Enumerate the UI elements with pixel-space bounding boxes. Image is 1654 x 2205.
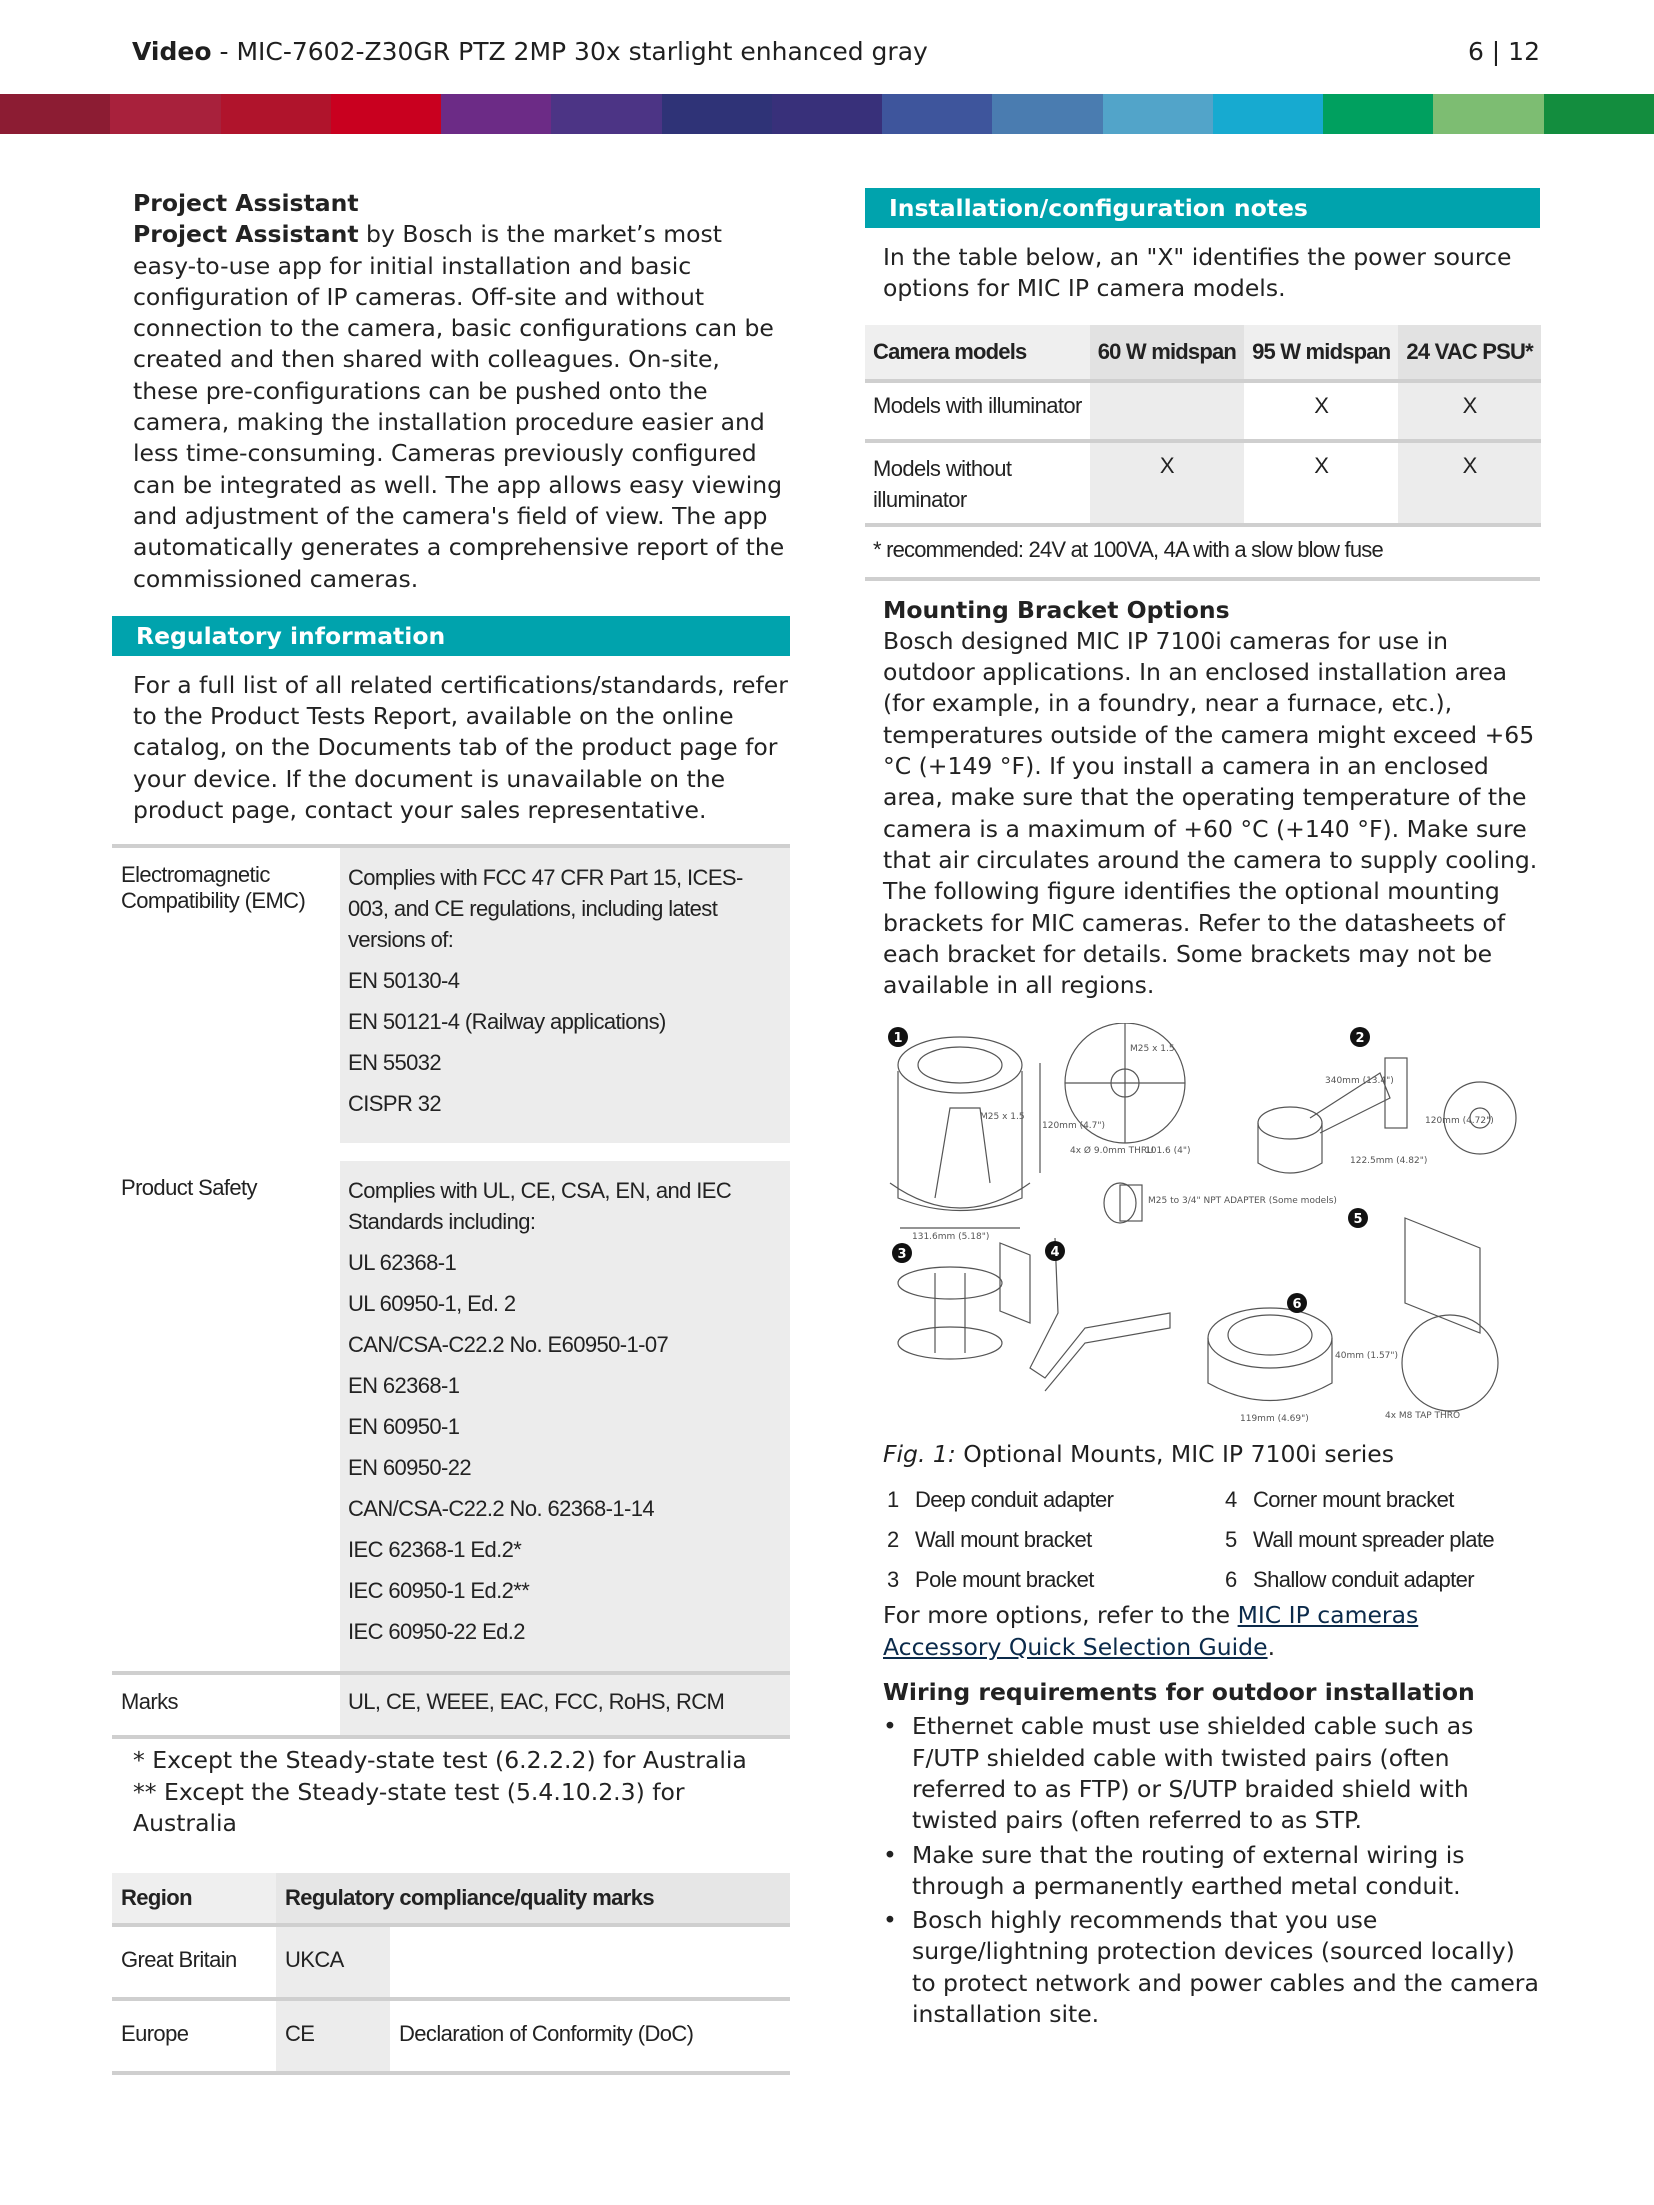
model-cell: Models with illuminator — [873, 392, 1082, 418]
color-band-segment — [1213, 94, 1323, 134]
project-assistant-text: by Bosch is the market’s most easy-to-use app for initial installation and basic configuration of IP cameras. Off-site and without connection to the camera, basic configurations can be created and then shared with colleagues. On-site, these pre-configurations can be pushed onto the camera, making the installation procedure easier and less time-consuming. Cameras previously configured can be integrated as well. The app allows easy viewing and adjustment of the camera's field of view. The app automatically generates a comprehensive report of the commissioned cameras. — [133, 220, 785, 593]
safety-item: IEC 62368-1 Ed.2* — [348, 1537, 522, 1563]
color-band-segment — [221, 94, 331, 134]
footnotes — [112, 1745, 790, 1839]
table-row — [112, 846, 790, 1152]
list-item: • Ethernet cable must use shielded cable such as F/UTP shielded cable with twisted pairs (often referred to as FTP) or S/UTP braided shield with twisted pairs (often referred to as STP. — [883, 1711, 1540, 1836]
region-cell: Great Britain — [121, 1947, 237, 1973]
legend-item: 3 Pole mount bracket — [887, 1567, 1094, 1593]
project-assistant-heading: Project Assistant — [133, 189, 359, 217]
table-row — [112, 1673, 790, 1737]
svg-text:3: 3 — [897, 1247, 907, 1263]
emc-label: Electromagnetic Compatibility (EMC) — [121, 862, 306, 914]
header-category: Video — [132, 37, 212, 66]
safety-item: CAN/CSA-C22.2 No. 62368-1-14 — [348, 1496, 655, 1522]
doc-cell: Declaration of Conformity (DoC) — [399, 2021, 694, 2047]
page-header — [132, 34, 1540, 70]
svg-text:4: 4 — [1050, 1245, 1060, 1261]
wiring-list — [865, 1711, 1540, 2030]
svg-text:M25 to 3/4" NPT ADAPTER (Some: M25 to 3/4" NPT ADAPTER (Some models) — [1148, 1196, 1337, 1207]
table-row — [865, 381, 1541, 441]
col-header-marks: Regulatory compliance/quality marks — [276, 1873, 790, 1925]
regulatory-table — [112, 844, 790, 1739]
table-row — [865, 441, 1541, 525]
emc-item: EN 50121-4 (Railway applications) — [348, 1009, 666, 1035]
project-assistant-body — [133, 219, 790, 595]
color-band-segment — [662, 94, 772, 134]
regulatory-heading: Regulatory information — [112, 616, 790, 656]
wiring-section — [865, 1677, 1540, 1708]
list-item: • Make sure that the routing of external wiring is through a permanently earthed metal conduit. — [883, 1840, 1540, 1903]
svg-text:340mm (13.4"): 340mm (13.4") — [1325, 1076, 1394, 1087]
project-assistant-lead: Project Assistant — [133, 220, 359, 249]
marks-value: UL, CE, WEEE, EAC, FCC, RoHS, RCM — [340, 1673, 790, 1737]
svg-text:101.6 (4"): 101.6 (4") — [1145, 1146, 1191, 1157]
region-cell: Europe — [121, 2021, 189, 2047]
page-number: 6 | 12 — [1467, 37, 1540, 66]
footnote-2: ** Except the Steady-state test (5.4.10.2.3) for Australia — [133, 1777, 685, 1837]
safety-lead: Complies with UL, CE, CSA, EN, and IEC Standards including: — [348, 1178, 732, 1235]
color-band-segment — [1433, 94, 1543, 134]
col-header-60w: 60 W midspan — [1090, 325, 1244, 381]
svg-text:M25 x 1.5: M25 x 1.5 — [980, 1112, 1025, 1123]
color-band-segment — [331, 94, 441, 134]
legend-item: 1 Deep conduit adapter — [887, 1487, 1114, 1513]
more-options-text: For more options, refer to the — [883, 1601, 1238, 1630]
more-options-suffix: . — [1267, 1632, 1276, 1661]
color-band-segment — [441, 94, 551, 134]
svg-text:122.5mm (4.82"): 122.5mm (4.82") — [1350, 1156, 1428, 1167]
safety-item: IEC 60950-1 Ed.2** — [348, 1578, 530, 1604]
color-band-segment — [0, 94, 110, 134]
mounts-figure — [880, 1023, 1540, 1423]
safety-item: IEC 60950-22 Ed.2 — [348, 1619, 525, 1645]
accessory-guide-link[interactable]: MIC IP cameras Accessory Quick Selection Guide — [883, 1601, 1419, 1661]
left-column — [112, 188, 790, 2075]
header-product: MIC-7602-Z30GR PTZ 2MP 30x starlight enhanced gray — [236, 37, 928, 66]
safety-label: Product Safety — [121, 1175, 257, 1201]
safety-item: EN 60950-1 — [348, 1414, 460, 1440]
figure-legend — [865, 1480, 1540, 1600]
color-band-segment — [772, 94, 882, 134]
emc-item: EN 50130-4 — [348, 968, 460, 994]
safety-item: EN 60950-22 — [348, 1455, 472, 1481]
list-item: • Bosch highly recommends that you use surge/lightning protection devices (sourced locally) to protect network and power cables and the camera installation site. — [883, 1905, 1540, 2030]
table-row — [112, 1161, 790, 1673]
spacer-row — [112, 1152, 790, 1161]
col-header-95w: 95 W midspan — [1244, 325, 1398, 381]
cell-60w — [1090, 381, 1244, 441]
cell-60w: X — [1090, 441, 1244, 525]
color-band-segment — [110, 94, 220, 134]
legend-item: 6 Shallow conduit adapter — [1225, 1567, 1475, 1593]
svg-text:4x Ø 9.0mm THRU: 4x Ø 9.0mm THRU — [1070, 1146, 1154, 1157]
table-row — [112, 1999, 790, 2073]
safety-item: UL 60950-1, Ed. 2 — [348, 1291, 516, 1317]
doc-cell — [390, 1925, 790, 1999]
mounting-brackets-diagram-icon — [880, 1023, 1540, 1423]
emc-lead: Complies with FCC 47 CFR Part 15, ICES-003, and CE regulations, including latest versions of: — [348, 865, 743, 953]
safety-item: EN 62368-1 — [348, 1373, 460, 1399]
svg-text:6: 6 — [1292, 1297, 1302, 1313]
project-assistant-section — [112, 188, 790, 595]
mark-cell: UKCA — [276, 1925, 390, 1999]
color-band — [0, 94, 1654, 134]
color-band-segment — [1544, 94, 1654, 134]
figure-caption — [865, 1439, 1540, 1470]
emc-item: EN 55032 — [348, 1050, 442, 1076]
header-separator: - — [211, 37, 237, 66]
svg-text:1: 1 — [893, 1031, 903, 1047]
region-table — [112, 1873, 790, 2075]
figure-caption-prefix: Fig. 1: — [883, 1440, 956, 1469]
right-column — [865, 188, 1540, 2030]
table-header-row — [865, 325, 1541, 381]
wiring-heading: Wiring requirements for outdoor installation — [883, 1678, 1475, 1707]
safety-values — [340, 1161, 790, 1673]
mounting-section — [865, 595, 1540, 1002]
mounting-heading: Mounting Bracket Options — [883, 595, 1230, 624]
legend-item: 5 Wall mount spreader plate — [1225, 1527, 1494, 1553]
svg-text:5: 5 — [1353, 1212, 1363, 1228]
svg-text:120mm (4.72"): 120mm (4.72") — [1425, 1116, 1494, 1127]
col-header-models: Camera models — [865, 325, 1090, 381]
marks-label: Marks — [121, 1689, 178, 1715]
regulatory-intro: For a full list of all related certifications/standards, refer to the Product Tests Report, available on the online catalog, on the Documents tab of the product page for your device. If the document is unavailable on the product page, contact your sales representative. — [133, 670, 788, 825]
emc-item: CISPR 32 — [348, 1091, 442, 1117]
model-cell: Models without illuminator — [873, 455, 1012, 512]
mounting-para-2: The following figure identifies the optional mounting brackets for MIC cameras. Refer to the datasheets of each bracket for details. Some brackets may not be available in all regions. — [883, 877, 1506, 1000]
power-source-table — [865, 325, 1541, 527]
legend-item: 2 Wall mount bracket — [887, 1527, 1092, 1553]
table-header-row — [112, 1873, 790, 1925]
power-table-note: * recommended: 24V at 100VA, 4A with a slow blow fuse — [865, 527, 1540, 581]
color-band-segment — [992, 94, 1102, 134]
color-band-segment — [551, 94, 661, 134]
figure-caption-text: Optional Mounts, MIC IP 7100i series — [955, 1440, 1394, 1469]
cell-95w: X — [1314, 452, 1329, 478]
col-header-region: Region — [112, 1873, 276, 1925]
color-band-segment — [882, 94, 992, 134]
installation-intro: In the table below, an "X" identifies the power source options for MIC IP camera models. — [883, 243, 1512, 303]
cell-24vac: X — [1398, 441, 1541, 525]
svg-text:2: 2 — [1355, 1031, 1365, 1047]
safety-item: CAN/CSA-C22.2 No. E60950-1-07 — [348, 1332, 669, 1358]
safety-item: UL 62368-1 — [348, 1250, 457, 1276]
installation-heading: Installation/configuration notes — [865, 188, 1540, 228]
legend-item: 4 Corner mount bracket — [1225, 1487, 1454, 1513]
svg-text:131.6mm (5.18"): 131.6mm (5.18") — [912, 1232, 990, 1243]
cell-24vac: X — [1398, 381, 1541, 441]
emc-values — [340, 846, 790, 1152]
svg-text:40mm (1.57"): 40mm (1.57") — [1335, 1351, 1399, 1362]
color-band-segment — [1323, 94, 1433, 134]
svg-text:M25 x 1.5: M25 x 1.5 — [1130, 1044, 1175, 1055]
table-row — [112, 1925, 790, 1999]
col-header-24vac: 24 VAC PSU* — [1398, 325, 1541, 381]
more-options — [865, 1600, 1540, 1663]
cell-95w: X — [1314, 392, 1329, 418]
color-band-segment — [1103, 94, 1213, 134]
footnote-1: * Except the Steady-state test (6.2.2.2) for Australia — [133, 1746, 747, 1775]
svg-text:4x M8 TAP THRO: 4x M8 TAP THRO — [1385, 1411, 1461, 1422]
svg-text:119mm (4.69"): 119mm (4.69") — [1240, 1414, 1309, 1424]
mark-cell: CE — [276, 1999, 390, 2073]
mounting-para-1: Bosch designed MIC IP 7100i cameras for use in outdoor applications. In an enclosed installation area (for example, in a foundry, near a furnace, etc.), temperatures outside of the camera might exceed +65 °C (+149 °F). If you install a camera in an enclosed area, make sure that the operating temperature of the camera is a maximum of +60 °C (+140 °F). Make sure that air circulates around the camera to supply cooling. — [883, 626, 1538, 874]
svg-text:120mm (4.7"): 120mm (4.7") — [1042, 1121, 1106, 1132]
